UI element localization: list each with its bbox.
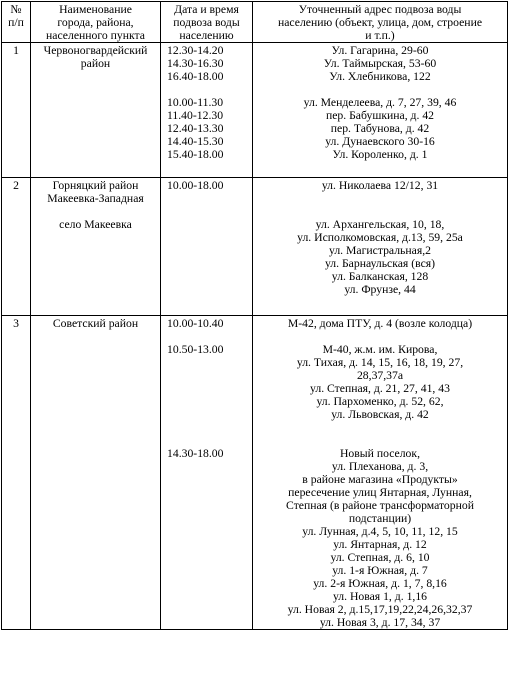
cell-line: ул. Исполкомовская, д.13, 59, 25а: [297, 231, 463, 244]
cell-line: район: [80, 57, 111, 70]
cell-line: п/п: [8, 16, 24, 29]
cell-line: и т.п.): [365, 29, 395, 42]
blank-line: [167, 421, 250, 434]
cell-line: ул. Лунная, д.4, 5, 10, 11, 12, 15: [302, 525, 458, 538]
cell-line: подвоза воды: [173, 16, 240, 29]
cell-line: ул. Плеханова, д. 3,: [331, 460, 429, 473]
row-time: [161, 43, 253, 178]
cell-line: село Макеевка: [59, 218, 132, 231]
cell-line: Дата и время: [174, 3, 239, 16]
cell-line: ул. Пархоменко, д. 52, 62,: [316, 395, 444, 408]
cell-line: М-42, дома ПТУ, д. 4 (возле колодца): [287, 317, 473, 330]
blank-line: [167, 395, 250, 408]
table-row: [2, 43, 508, 178]
cell-line: пер. Табунова, д. 42: [330, 122, 430, 135]
cell-line: Наименование: [59, 3, 132, 16]
cell-line: ул. Степная, д. 6, 10: [330, 551, 430, 564]
blank-line: [255, 330, 505, 343]
cell-line: ул. Новая 2, д.15,17,19,22,24,26,32,37: [287, 603, 473, 616]
cell-line: ул. Николаева 12/12, 31: [321, 179, 439, 192]
cell-line: ул. Новая 3, д. 17, 34, 37: [319, 616, 441, 629]
cell-line: ул. Менделеева, д. 7, 27, 39, 46: [303, 96, 457, 109]
cell-line: ул. Барнаульская (вся): [324, 257, 436, 270]
cell-line: 15.40-18.00: [167, 148, 224, 161]
cell-line: города, района,: [57, 16, 134, 29]
cell-line: пер. Бабушкина, д. 42: [325, 109, 435, 122]
row-num: [2, 43, 31, 178]
cell-line: ул. Новая 1, д. 1,16: [332, 590, 428, 603]
row-district: [31, 316, 161, 630]
cell-line: ул. Магистральная,2: [329, 244, 431, 257]
cell-line: ул. Архангельская, 10, 18,: [315, 218, 445, 231]
row-num-text: 2: [13, 179, 19, 192]
blank-line: [167, 83, 250, 96]
cell-line: 16.40-18.00: [167, 70, 224, 83]
row-num-text: 1: [13, 44, 19, 57]
cell-line: ул. Фрунзе, 44: [344, 283, 416, 296]
table-header-row: [2, 2, 508, 43]
row-num: [2, 178, 31, 316]
cell-line: 14.30-16.30: [167, 57, 224, 70]
cell-line: Советский район: [52, 317, 139, 330]
cell-line: Ул. Короленко, д. 1: [332, 148, 428, 161]
row-address: [253, 316, 508, 630]
row-num-text: 3: [13, 317, 19, 330]
blank-line: [255, 83, 505, 96]
row-time: [161, 316, 253, 630]
blank-line: [255, 434, 505, 447]
blank-line: [167, 434, 250, 447]
cell-line: 14.40-15.30: [167, 135, 224, 148]
row-district: [31, 178, 161, 316]
header-time: [161, 2, 253, 43]
blank-line: [167, 408, 250, 421]
cell-line: ул. Львовская, д. 42: [331, 408, 429, 421]
header-address: [253, 2, 508, 43]
cell-line: Ул. Хлебникова, 122: [329, 70, 431, 83]
cell-line: 10.00-18.00: [167, 179, 224, 192]
cell-line: Горняцкий район: [52, 179, 139, 192]
cell-line: ул. Балканская, 128: [331, 270, 429, 283]
blank-line: [255, 205, 505, 218]
cell-line: в районе магазина «Продукты»: [302, 473, 458, 486]
blank-line: [167, 356, 250, 369]
cell-line: пересечение улиц Янтарная, Лунная,: [288, 486, 472, 499]
cell-line: 12.30-14.20: [167, 44, 224, 57]
row-district: [31, 43, 161, 178]
header-name: [31, 2, 161, 43]
cell-line: населению: [179, 29, 234, 42]
header-num: [2, 2, 31, 43]
cell-line: ул. Степная, д. 21, 27, 41, 43: [310, 382, 450, 395]
cell-line: 10.00-11.30: [167, 96, 224, 109]
cell-line: Степная (в районе трансформаторной: [286, 499, 474, 512]
water-delivery-table: [1, 1, 508, 630]
blank-line: [167, 382, 250, 395]
row-num: [2, 316, 31, 630]
cell-line: М-40, ж.м. им. Кирова,: [322, 343, 438, 356]
cell-line: 10.50-13.00: [167, 343, 224, 356]
blank-line: [167, 369, 250, 382]
cell-line: ул. Янтарная, д. 12: [333, 538, 427, 551]
cell-line: Ул. Таймырская, 53-60: [323, 57, 437, 70]
cell-line: 10.00-10.40: [167, 317, 224, 330]
table-row: [2, 316, 508, 630]
cell-line: №: [10, 3, 22, 16]
cell-line: Новый поселок,: [339, 447, 420, 460]
cell-line: ул. 2-я Южная, д. 1, 7, 8,16: [313, 577, 447, 590]
cell-line: Макеевка-Западная: [47, 192, 144, 205]
row-time: [161, 178, 253, 316]
cell-line: 12.40-13.30: [167, 122, 224, 135]
table-row: [2, 178, 508, 316]
cell-line: 14.30-18.00: [167, 447, 224, 460]
cell-line: 11.40-12.30: [167, 109, 224, 122]
blank-line: [33, 205, 158, 218]
blank-line: [167, 330, 250, 343]
blank-line: [255, 192, 505, 205]
cell-line: ул. Дунаевского 30-16: [325, 135, 435, 148]
cell-line: Червоногвардейский: [43, 44, 148, 57]
cell-line: ул. Тихая, д. 14, 15, 16, 18, 19, 27,: [296, 356, 464, 369]
row-address: [253, 43, 508, 178]
cell-line: Уточненный адрес подвоза воды: [298, 3, 462, 16]
cell-line: 28,37,37а: [356, 369, 404, 382]
cell-line: подстанции): [348, 512, 412, 525]
cell-line: населенного пункта: [46, 29, 145, 42]
blank-line: [255, 421, 505, 434]
row-address: [253, 178, 508, 316]
cell-line: Ул. Гагарина, 29-60: [331, 44, 429, 57]
cell-line: ул. 1-я Южная, д. 7: [332, 564, 428, 577]
cell-line: населению (объект, улица, дом, строение: [277, 16, 483, 29]
